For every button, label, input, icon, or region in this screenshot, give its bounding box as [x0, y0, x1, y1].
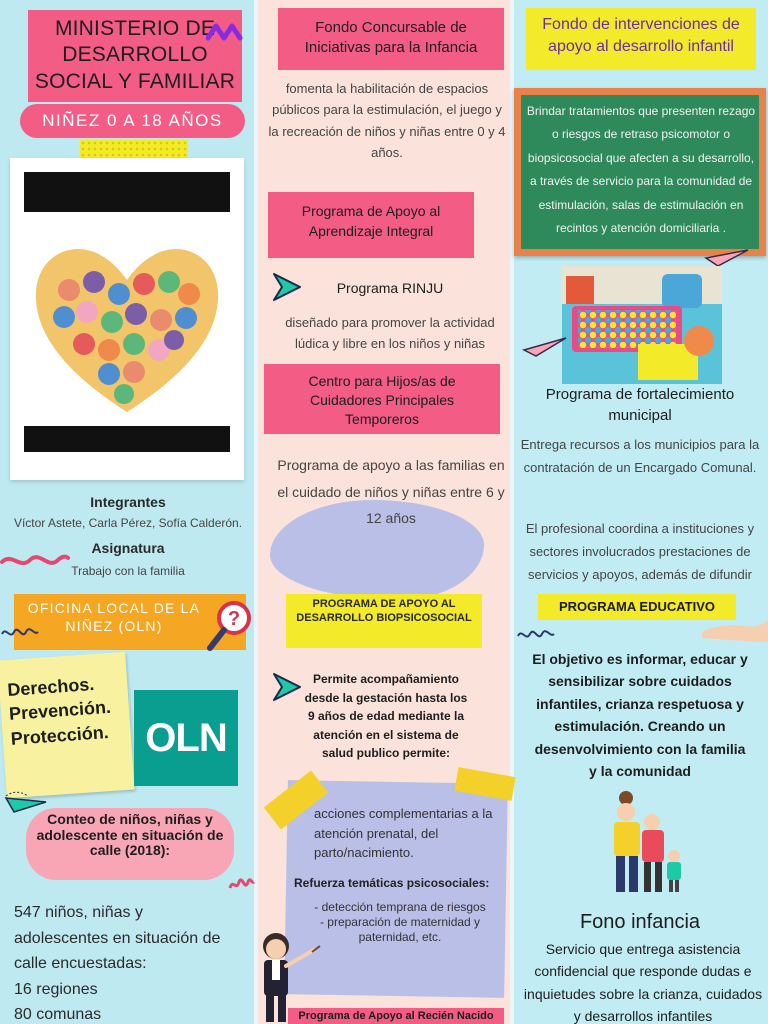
fortalecimiento-title: Programa de fortalecimiento municipal — [545, 386, 735, 424]
fono-infancia-title: Fono infancia — [579, 911, 701, 933]
recien-nacido-title: Programa de Apoyo al Recién Nacido — [288, 1008, 504, 1024]
rinju-text: diseñado para promover la actividad lúdica y libre en los niños y niñas — [285, 315, 495, 352]
squiggle-icon — [0, 622, 40, 642]
zigzag-small-icon — [228, 874, 256, 894]
centro-title: Centro para Hijos/as de Cuidadores Principales Temporeros — [264, 364, 500, 434]
refuerza-list — [300, 900, 500, 945]
refuerza-item: - preparación de maternidad y paternidad, etc. — [319, 915, 481, 944]
oln-title: OFICINA LOCAL DE LA NIÑEZ (OLN) — [27, 600, 201, 634]
play-arrow-icon — [270, 270, 304, 304]
playroom-photo — [562, 266, 722, 384]
members-heading: Integrantes — [90, 494, 166, 510]
hand-icon — [700, 614, 768, 644]
biopsicosocial-text: Permite acompañamiento desde la gestación hasta los 9 años de edad mediante la atención en el sistema de salud publico permite: — [304, 672, 468, 761]
street-stats — [14, 900, 254, 1024]
magnifier-question-icon — [206, 598, 256, 654]
oln-logo — [134, 690, 238, 786]
wave-line-icon — [0, 548, 70, 572]
members-names: Víctor Astete, Carla Pérez, Sofía Calderón. — [13, 516, 243, 530]
acciones-text: acciones complementarias a la atención prenatal, del parto/nacimiento. — [314, 806, 493, 860]
heart-people-illustration — [24, 212, 230, 426]
biopsicosocial-title: PROGRAMA DE APOYO AL DESARROLLO BIOPSICOSOCIAL — [286, 594, 482, 648]
play-arrow-icon — [270, 670, 304, 704]
paai-title: Programa de Apoyo al Aprendizaje Integral — [268, 192, 474, 258]
team-image — [24, 172, 230, 452]
fono-infancia-text: Servicio que entrega asistencia confidencial que responde dudas e inquietudes sobre la crianza, cuidados y desarrollos infantiles — [523, 941, 763, 1024]
stat-line: 80 comunas — [14, 1006, 102, 1024]
subject-heading: Asignatura — [91, 540, 165, 556]
rights-sticky-note — [0, 652, 135, 799]
chalkboard-text: Brindar tratamientos que presenten rezago o riesgos de retraso psicomotor o biopsicosocial que afecten a su desarrollo, a través de servicio para la comunidad de estimulación, salas de estimulación en recintos y atención domiciliaria . — [526, 104, 756, 235]
note-line-proteccion: Protección. — [10, 721, 110, 749]
educativo-title: PROGRAMA EDUCATIVO — [559, 599, 715, 614]
team-image-frame — [10, 158, 244, 480]
stat-line: adolescentes en situación de — [14, 929, 221, 947]
educativo-text: El objetivo es informar, educar y sensibilizar sobre cuidados infantiles, crianza respetuosa y estimulación. Creando un desenvolvimiento con la familia y la comunidad — [532, 651, 748, 779]
refuerza-item: - detección temprana de riesgos — [314, 900, 486, 914]
stat-line: calle encuestadas: — [14, 955, 147, 973]
oln-logo-text: OLN — [145, 716, 227, 760]
squiggle-icon — [516, 624, 556, 644]
rinju-title: Programa RINJU — [336, 280, 444, 296]
street-title: Conteo de niños, niñas y adolescente en situación de calle (2018): — [36, 811, 224, 859]
subject-name: Trabajo con la familia — [71, 564, 185, 578]
centro-text: Programa de apoyo a las familias en el cuidado de niños y niñas entre 6 y 12 años — [277, 457, 505, 527]
family-illustration — [602, 790, 692, 898]
subtitle-text: NIÑEZ 0 A 18 AÑOS — [42, 111, 223, 130]
column-divider — [254, 0, 258, 1024]
svg-text:?: ? — [227, 608, 241, 630]
fondo-intervenciones-title: Fondo de intervenciones de apoyo al desarrollo infantil — [542, 16, 740, 55]
stat-line: 547 niños, niñas y — [14, 904, 143, 921]
zigzag-icon — [206, 20, 246, 44]
page-title-text: MINISTERIO DE DESARROLLO SOCIAL Y FAMILIAR — [34, 17, 236, 93]
note-line-derechos: Derechos. — [6, 673, 95, 700]
refuerza-title: Refuerza temáticas psicosociales: — [294, 876, 490, 890]
fondo-concursable-title: Fondo Concursable de Iniciativas para la Infancia — [278, 8, 504, 70]
fortalecimiento-text-2: El profesional coordina a instituciones y sectores involucrados prestaciones de servicios y apoyos, además de difundir — [525, 521, 755, 582]
subtitle-badge — [20, 104, 245, 138]
fortalecimiento-text-1: Entrega recursos a los municipios para la contratación de un Encargado Comunal. — [520, 437, 760, 475]
paper-plane-icon — [520, 330, 570, 360]
fondo-concursable-text: fomenta la habilitación de espacios públicos para la estimulación, el juego y la recreación de niños y niñas entre 0 y 4 años. — [268, 81, 506, 161]
note-line-prevencion: Prevención. — [8, 697, 112, 725]
stat-line: 16 regiones — [14, 980, 98, 998]
